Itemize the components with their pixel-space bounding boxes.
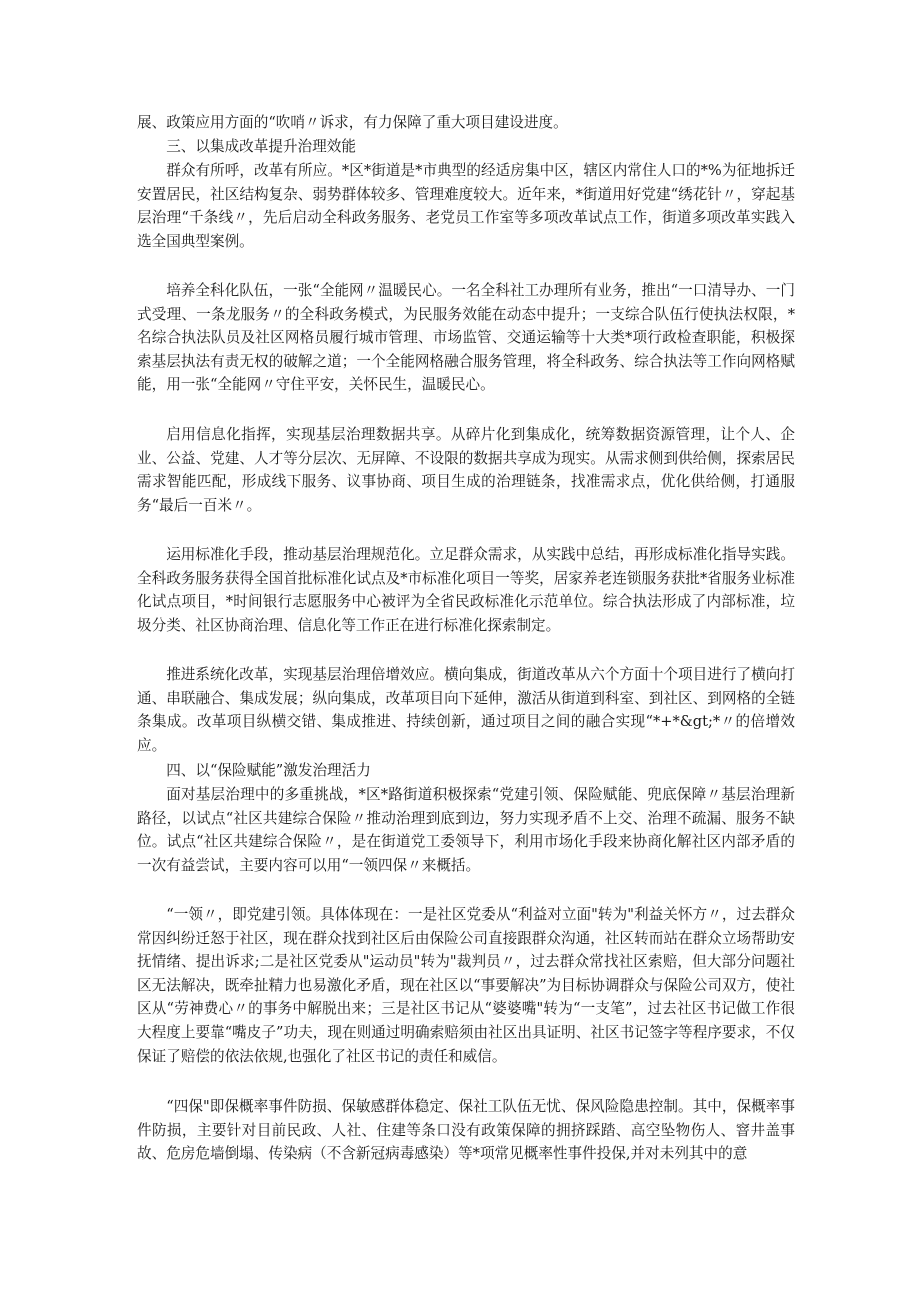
paragraph-section3-item4: 推进系统化改革，实现基层治理倍增效应。横向集成，街道改革从六个方面十个项目进行了横向打通、串联融合、集成发展；纵向集成，改革项目向下延伸，激活从街道到科室、到社区、到网格的全链条集成。改革项目纵横交错、集成推进、持续创新，通过项目之间的融合实现“*+*&gt;*〃的倍增效应。 <box>137 666 795 754</box>
paragraph-section3-intro: 群众有所呼，改革有所应。*区*街道是*市典型的经适房集中区，辖区内常住人口的*%为征地拆迁安置居民，社区结构复杂、弱势群体较多、管理难度较大。近年来，*街道用好党建“绣花针〃，穿起基层治理“千条线〃，先后启动全科政务服务、老党员工作室等多项改革试点工作，街道多项改革实践入选全国典型案例。 <box>137 162 795 250</box>
section-heading-3: 三、以集成改革提升治理效能 <box>166 138 356 155</box>
paragraph-section4-intro: 面对基层治理中的多重挑战，*区*路街道积极探索“党建引领、保险赋能、兜底保障〃基层治理新路径，以试点“社区共建综合保险〃推动治理到底到边，努力实现矛盾不上交、治理不疏漏、服务不缺位。试点“社区共建综合保险〃，是在街道党工委领导下，利用市场化手段来协商化解社区内部矛盾的一次有益尝试，主要内容可以用“一领四保〃来概括。 <box>137 786 795 874</box>
paragraph-section4-item1: “一领〃，即党建引领。具体体现在：一是社区党委从“利益对立面"转为"利益关怀方〃，过去群众常因纠纷迁怒于社区，现在群众找到社区后由保险公司直接跟群众沟通，社区转而站在群众立场帮助安抚情绪、提出诉求;二是社区党委从"运动员"转为"裁判员〃，过去群众常找社区索赔，但大部分问题社区无法解决，既牵扯精力也易激化矛盾，现在社区以“事要解决”为目标协调群众与保险公司双方，使社区从“劳神费心〃的事务中解脱出来；三是社区书记从“婆婆嘴"转为“一支笔”，过去社区书记做工作很大程度上要靠“嘴皮子”功夫，现在则通过明确索赔须由社区出具证明、社区书记签字等程序要求，不仅保证了赔偿的依法依规,也强化了社区书记的责任和威信。 <box>137 906 795 1065</box>
paragraph-section3-item1: 培养全科化队伍，一张“全能网〃温暖民心。一名全科社工办理所有业务，推出“一口清导办、一门式受理、一条龙服务〃的全科政务模式，为民服务效能在动态中提升；一支综合队伍行使执法权限，*名综合执法队员及社区网格员履行城市管理、市场监管、交通运输等十大类*项行政检查职能，积极探索基层执法有责无权的破解之道；一个全能网格融合服务管理，将全科政务、综合执法等工作向网格赋能，用一张“全能网〃守住平安，关怀民生，温暖民心。 <box>137 282 795 394</box>
paragraph-continuation: 展、政策应用方面的“吹哨〃诉求，有力保障了重大项目建设进度。 <box>137 114 568 131</box>
paragraph-section3-item3: 运用标准化手段，推动基层治理规范化。立足群众需求，从实践中总结，再形成标准化指导实践。全科政务服务获得全国首批标准化试点及*市标准化项目一等奖，居家养老连锁服务获批*省服务业标准化试点项目，*时间银行志愿服务中心被评为全省民政标准化示范单位。综合执法形成了内部标准，垃圾分类、社区协商治理、信息化等工作正在进行标准化探索制定。 <box>137 546 795 634</box>
paragraph-section4-item2: “四保"即保概率事件防损、保敏感群体稳定、保社工队伍无忧、保风险隐患控制。其中，保概率事件防损，主要针对目前民政、人社、住建等条口没有政策保障的拥挤踩踏、高空坠物伤人、窨井盖事故、危房危墙倒塌、传染病（不含新冠病毒感染）等*项常见概率性事件投保,并对未列其中的意 <box>137 1098 795 1163</box>
section-heading-4: 四、以“保险赋能”激发治理活力 <box>166 762 371 779</box>
paragraph-section3-item2: 启用信息化指挥，实现基层治理数据共享。从碎片化到集成化，统筹数据资源管理，让个人、企业、公益、党建、人才等分层次、无屏障、不设限的数据共享成为现实。从需求侧到供给侧，探索居民需求智能匹配，形成线下服务、议事协商、项目生成的治理链条，找准需求点，优化供给侧，打通服务“最后一百米〃。 <box>137 426 795 514</box>
